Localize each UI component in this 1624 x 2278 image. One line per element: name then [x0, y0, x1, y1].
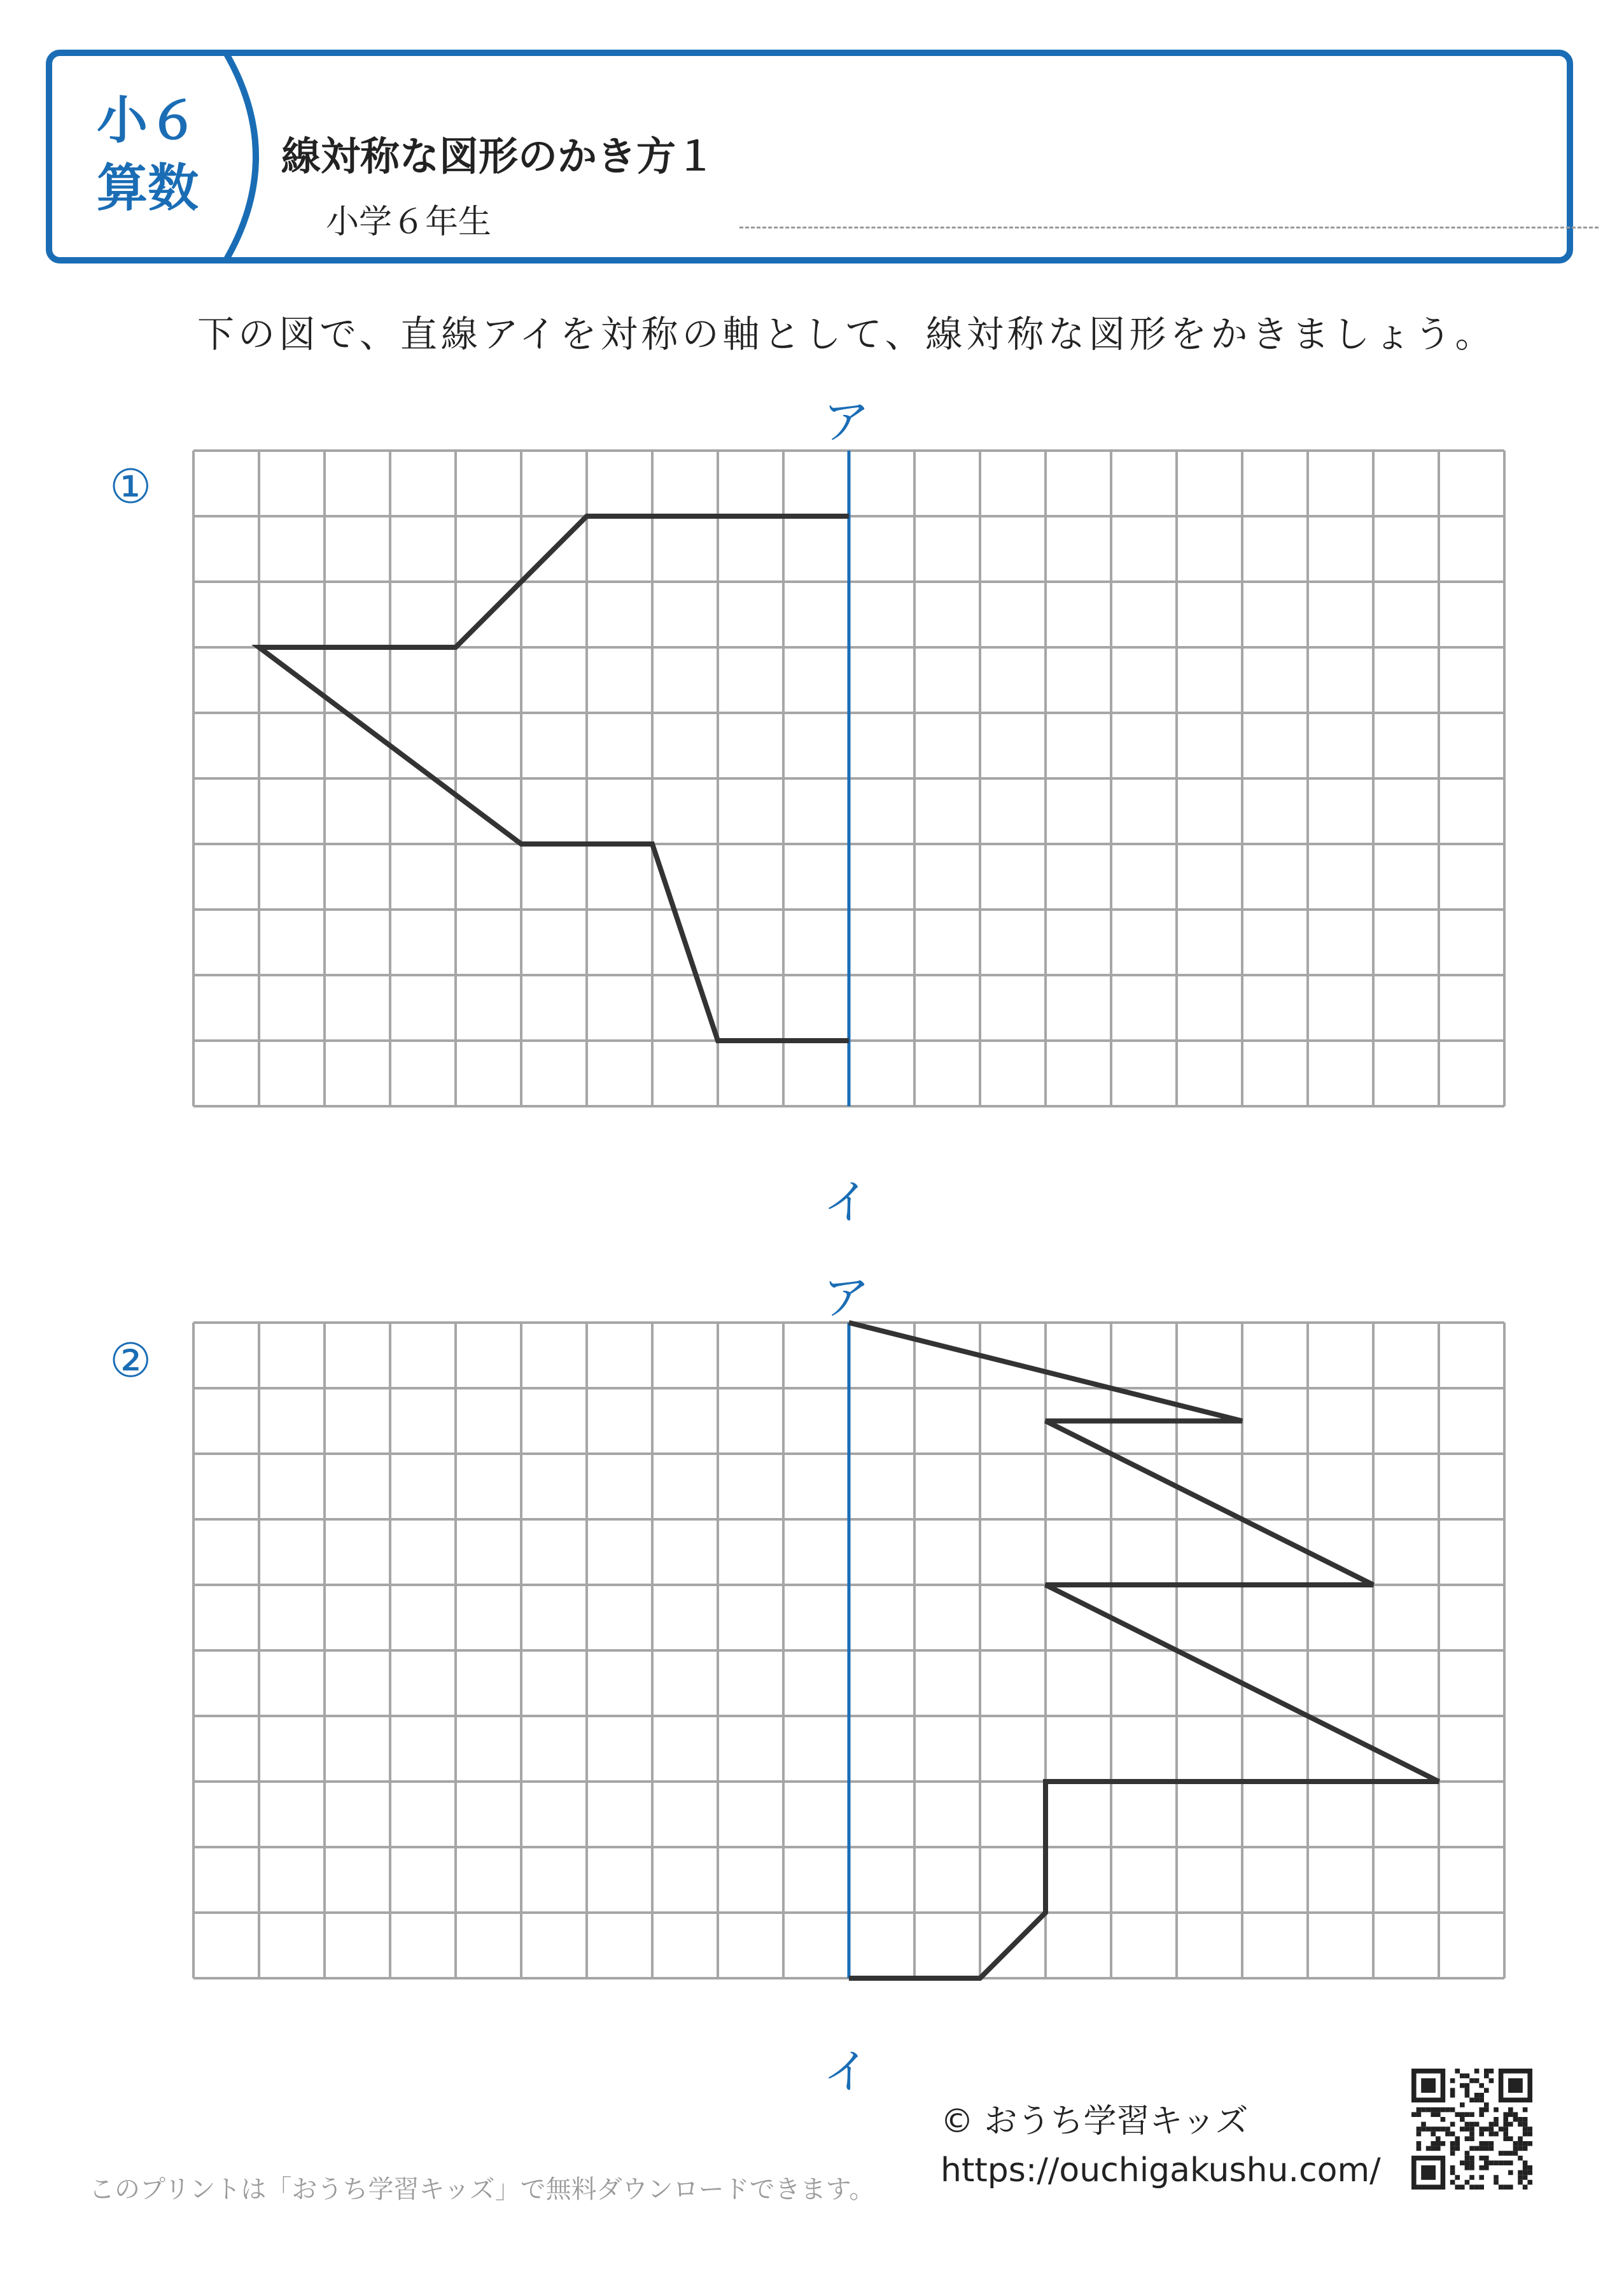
- site-url-link[interactable]: https://ouchigakushu.com/: [941, 2151, 1381, 2190]
- footer-note: このプリントは「おうち学習キッズ」で無料ダウンロードできます。: [89, 2175, 875, 2204]
- half-shape-outline: [849, 1323, 1439, 1978]
- problem-2-axis-bottom-label: イ: [823, 2044, 870, 2099]
- subject-label: 算数: [97, 158, 199, 218]
- half-shape-outline: [259, 516, 849, 1041]
- problem-2-axis-top-label: ア: [823, 1270, 870, 1325]
- name-line: [739, 227, 1599, 229]
- problem-2-number: ②: [109, 1333, 152, 1388]
- qr-code-icon: [1411, 2069, 1532, 2190]
- instruction-text: 下の図で、直線アイを対称の軸として、線対称な図形をかきましょう。: [197, 313, 1496, 356]
- problem-1-axis-bottom-label: イ: [823, 1175, 870, 1230]
- copyright-text: © おうち学習キッズ: [941, 2102, 1249, 2141]
- problem-1-number: ①: [109, 460, 152, 514]
- grade-label: 小６: [97, 91, 199, 150]
- header-box: [46, 50, 1573, 264]
- problem-1-axis-top-label: ア: [823, 395, 870, 449]
- grade-year-label: 小学６年生: [326, 203, 492, 241]
- worksheet-title: 線対称な図形のかき方１: [281, 133, 716, 179]
